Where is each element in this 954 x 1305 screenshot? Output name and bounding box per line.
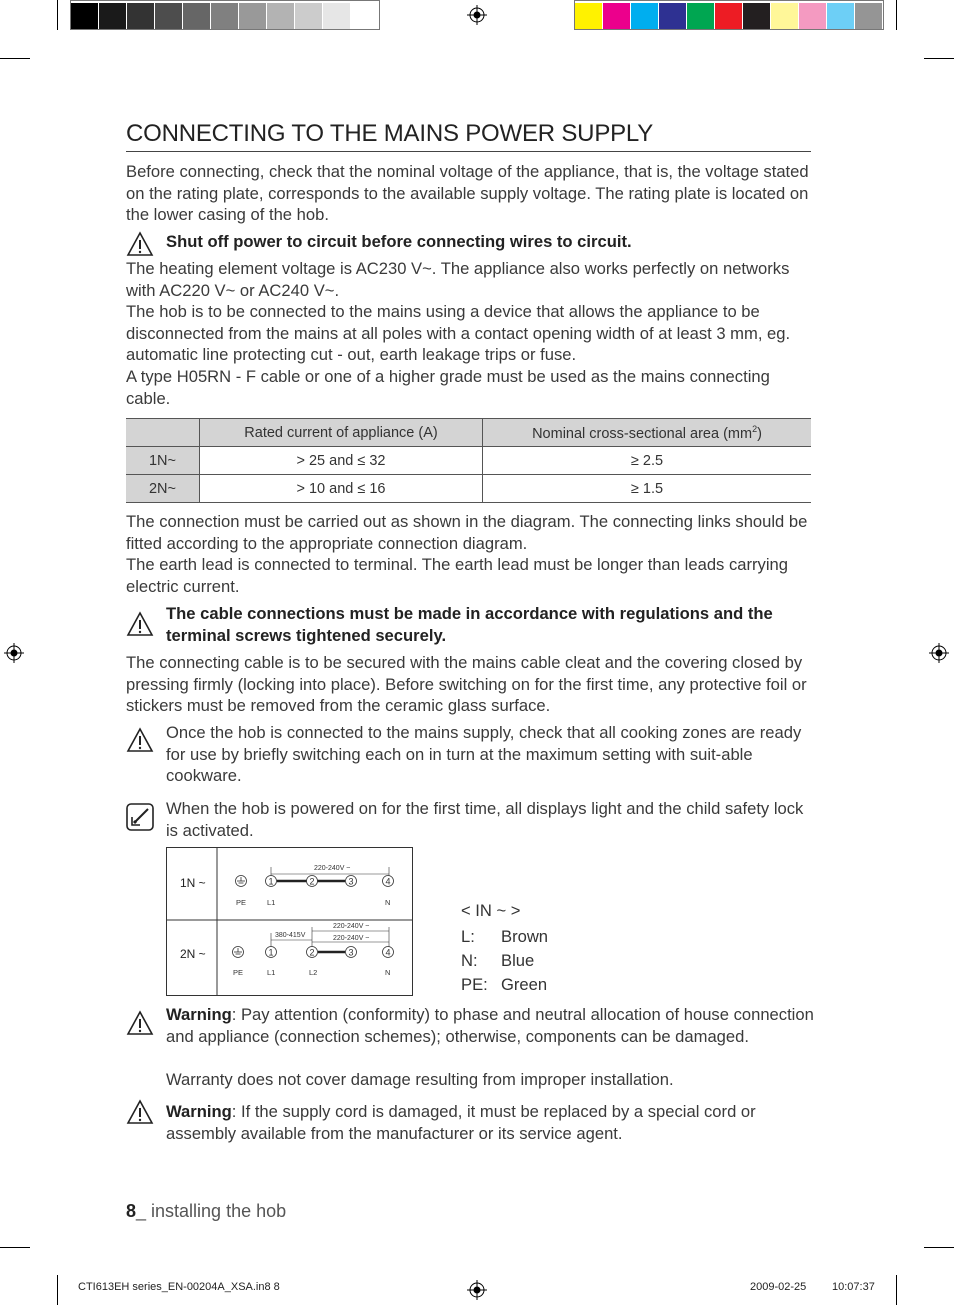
terminal-label: L1 [267,968,276,977]
slug-date: 2009-02-25 [750,1281,807,1293]
voltage-label: 220-240V ~ [314,865,351,872]
voltage-paragraph: The heating element voltage is AC230 V~. The appliance also works perfectly on networks with AC220 V~ or AC240 V~. [126,259,790,300]
section-name: _ installing the hob [136,1201,287,1221]
warranty-text: Warranty does not cover damage resulting from improper installation. [166,1070,674,1089]
gray-swatch [351,3,378,29]
warning-supply-cord [166,1101,816,1144]
earth-lead-paragraph: The earth lead is connected to terminal. The earth lead must be longer than leads carrying electric current. [126,555,788,596]
crop-mark [896,0,897,30]
table-cell: ≥ 1.5 [483,475,812,503]
terminal-number: 1 [268,876,274,887]
caution-icon [126,727,154,753]
terminal-label: L2 [309,968,318,977]
connection-paragraph: The connection must be carried out as shown in the diagram. The connecting links should be fitted according to the appropriate connection diagram. [126,512,808,553]
registration-mark-icon [467,5,487,25]
terminal-number: 4 [385,876,391,887]
terminal-label: PE [233,968,244,977]
color-swatch [855,3,882,29]
caution-icon [126,611,154,637]
crop-mark [924,58,954,59]
warning-label: Warning [166,1102,232,1121]
table-row [126,475,811,503]
voltage-label: 220-240V ~ [333,935,370,942]
note-icon [126,803,154,831]
gray-swatch [239,3,266,29]
diagram-row-label: 2N ~ [180,947,206,961]
legend-title: < IN ~ > [461,901,521,920]
crop-mark [0,1247,30,1248]
table-cell: 1N~ [126,447,200,475]
disconnect-paragraph: The hob is to be connected to the mains using a device that allows the appliance to be disconnected from the mains at all poles with a contact opening width of at least 3 mm, eg. automatic line protecting cut - out, earth leakage trips or fuse. [126,302,791,364]
table-header-cell: Rated current of appliance (A) [200,419,483,447]
table-header-cell [126,419,200,447]
note-child-lock: When the hob is powered on for the first time, all displays light and the child safety lock is activated. [166,799,804,840]
legend-key: L: [461,927,475,946]
page-number: 8 [126,1201,137,1221]
gray-swatch [155,3,182,29]
table-cell: > 25 and ≤ 32 [200,447,483,475]
caution-icon [126,231,154,257]
page-title: CONNECTING TO THE MAINS POWER SUPPLY [126,120,654,147]
registration-mark-icon [929,643,949,663]
color-swatch [715,3,742,29]
warning-text: : If the supply cord is damaged, it must be replaced by a special cord or assembly available from the manufacturer or its service agent. [166,1102,756,1143]
gray-swatch [211,3,238,29]
slug-file: CTI613EH series_EN-00204A_XSA.in8 8 [78,1281,280,1293]
wiring-diagram [166,847,414,997]
terminal-label: L1 [267,898,276,907]
table-cell: 2N~ [126,475,200,503]
gray-swatch [99,3,126,29]
table-cell: ≥ 2.5 [483,447,812,475]
crop-mark [57,0,58,30]
title-rule [126,151,811,152]
legend-value: Brown [501,927,549,946]
gray-swatch [295,3,322,29]
legend-value: Green [501,975,548,994]
caution-icon [126,1099,154,1125]
legend-key: N: [461,951,478,970]
color-swatch [743,3,770,29]
table-header-cell: Nominal cross-sectional area $(mm^2)$ [483,419,812,447]
table-header-row [126,419,811,447]
color-swatch [575,3,602,29]
terminal-number: 3 [348,876,354,887]
crop-mark [896,1275,897,1305]
gray-swatch [127,3,154,29]
color-swatch [603,3,630,29]
terminal-label: N [385,898,391,907]
warning-phase-allocation [166,1004,816,1047]
color-swatch [659,3,686,29]
gray-swatch [71,3,98,29]
table-row [126,447,811,475]
crop-mark [924,1247,954,1248]
registration-mark-icon [4,643,24,663]
warning-text: : Pay attention (conformity) to phase and neutral allocation of house connection and appliance (connection schemes); otherwise, components can be damaged. [166,1005,814,1046]
terminal-label: PE [236,898,247,907]
slug-time: 10:07:37 [832,1281,875,1293]
voltage-label: 220-240V ~ [333,923,370,930]
terminal-number: 4 [385,947,391,958]
crop-mark [57,1275,58,1305]
caution-check-zones: Once the hob is connected to the mains supply, check that all cooking zones are ready for use by briefly switching each on in turn at the maximum setting with suit-able cookware. [166,723,802,785]
cable-spec-table [126,418,811,503]
diagram-row-label: 1N ~ [180,876,206,890]
cmyk-color-bar [574,0,884,30]
gray-swatch [323,3,350,29]
page-footer [126,1201,286,1222]
terminal-number: 2 [309,876,315,887]
gray-swatch [183,3,210,29]
caution-icon [126,1010,154,1036]
cable-paragraph: A type H05RN - F cable or one of a higher grade must be used as the mains connecting cable. [126,367,770,408]
terminal-number: 3 [348,947,354,958]
table-cell: > 10 and ≤ 16 [200,475,483,503]
color-swatch [827,3,854,29]
registration-mark-icon [467,1280,487,1300]
warning-label: Warning [166,1005,232,1024]
terminal-number: 2 [309,947,315,958]
legend-value: Blue [501,951,535,970]
crop-mark [0,58,30,59]
terminal-number: 1 [268,947,274,958]
color-swatch [771,3,798,29]
gray-swatch [267,3,294,29]
gray-color-bar [70,0,380,30]
caution-cable-connections: The cable connections must be made in accordance with regulations and the terminal screws tightened securely. [166,604,773,645]
color-swatch [631,3,658,29]
color-swatch [687,3,714,29]
caution-shut-off-power: Shut off power to circuit before connecting wires to circuit. [166,232,632,251]
legend-key: PE: [461,975,488,994]
color-swatch [799,3,826,29]
voltage-label: 380-415V [275,932,306,939]
cable-cleat-paragraph: The connecting cable is to be secured with the mains cable cleat and the covering closed by pressing firmly (locking into place). Before switching on for the first time, any protective foil or stickers must be removed from the ceramic glass surface. [126,653,807,715]
terminal-label: N [385,968,391,977]
intro-paragraph: Before connecting, check that the nominal voltage of the appliance, that is, the voltage stated on the rating plate, corresponds to the available supply voltage. The rating plate is located on the lower casing of the hob. [126,162,809,224]
